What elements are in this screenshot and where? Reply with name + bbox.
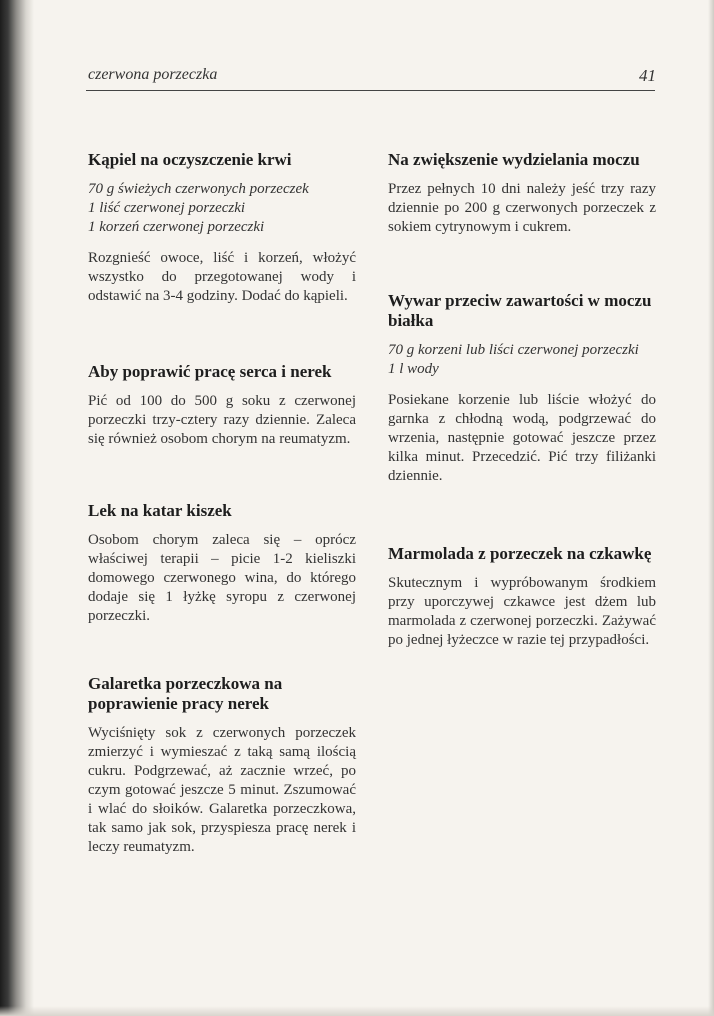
right-column <box>388 150 656 650</box>
recipe-title: Galaretka porzeczkowa na poprawienie pracy nerek <box>88 674 283 713</box>
recipe-kapiel <box>88 150 356 306</box>
ingredient-list <box>388 341 656 379</box>
recipe-text: Przez pełnych 10 dni należy jeść trzy razy dziennie po 200 g czerwonych porzeczek z sokiem cytrynowym i cukrem. <box>388 181 656 235</box>
ingredient-item: 1 liść czerwonej porzeczki <box>88 200 246 216</box>
ingredient-list <box>88 180 356 237</box>
page-edge-shadow <box>708 0 714 1016</box>
ingredient-item: 70 g korzeni lub liści czerwonej porzeczki <box>388 342 639 358</box>
header-rule <box>86 90 655 91</box>
recipe-marmolada <box>388 544 656 650</box>
ingredient-item: 70 g świeżych czerwonych porzeczek <box>88 181 309 197</box>
ingredient-item: 1 l wody <box>388 361 439 377</box>
recipe-title: Marmolada z porzeczek na czkawkę <box>388 544 652 563</box>
ingredient-item: 1 korzeń czerwonej porzeczki <box>88 219 265 235</box>
recipe-serce-nerki <box>88 362 356 449</box>
recipe-title: Aby poprawić pracę serca i nerek <box>88 362 332 381</box>
left-column <box>88 150 356 857</box>
recipe-galaretka <box>88 674 356 857</box>
running-title: czerwona porzeczka <box>88 66 218 83</box>
recipe-title: Na zwiększenie wydzielania moczu <box>388 150 640 169</box>
recipe-text: Rozgnieść owoce, liść i korzeń, włożyć wszystko do przegotowanej wody i odstawić na 3-4 godziny. Dodać do kąpieli. <box>88 250 356 304</box>
page-bottom-shadow <box>0 1006 714 1016</box>
recipe-wydzielanie-moczu <box>388 150 656 237</box>
recipe-wywar-bialko <box>388 291 656 486</box>
recipe-title: Kąpiel na oczyszczenie krwi <box>88 150 292 169</box>
recipe-katar-kiszek <box>88 501 356 626</box>
recipe-text: Wyciśnięty sok z czerwonych porzeczek zmierzyć i wymieszać z taką samą ilością cukru. Podgrzewać, aż zacznie wrzeć, po czym gotować jeszcze 5 minut. Zszumować i wlać do słoików. Galaretka porzeczkowa, tak samo jak sok, przyspiesza pracę nerek i leczy reumatyzm. <box>88 725 356 855</box>
recipe-title: Wywar przeciw zawartości w moczu białka <box>388 291 652 330</box>
recipe-title: Lek na katar kiszek <box>88 501 232 520</box>
page-number: 41 <box>639 66 656 85</box>
book-spine-shadow <box>0 0 34 1016</box>
recipe-text: Posiekane korzenie lub liście włożyć do garnka z chłodną wodą, podgrzewać do wrzenia, następnie gotować jeszcze przez kilka minut. Przecedzić. Pić trzy filiżanki dziennie. <box>388 392 656 484</box>
recipe-text: Skutecznym i wypróbowanym środkiem przy uporczywej czkawce jest dżem lub marmolada z czerwonej porzeczki. Zażywać po jednej łyżeczce w razie tej przypadłości. <box>388 575 656 648</box>
recipe-text: Pić od 100 do 500 g soku z czerwonej porzeczki trzy-cztery razy dziennie. Zaleca się również osobom chorym na reumatyzm. <box>88 393 356 447</box>
recipe-text: Osobom chorym zaleca się – oprócz właściwej terapii – picie 1-2 kieliszki domowego czerwonego wina, do którego dodaje się 1 łyżkę syropu z czerwonej porzeczki. <box>88 532 356 624</box>
